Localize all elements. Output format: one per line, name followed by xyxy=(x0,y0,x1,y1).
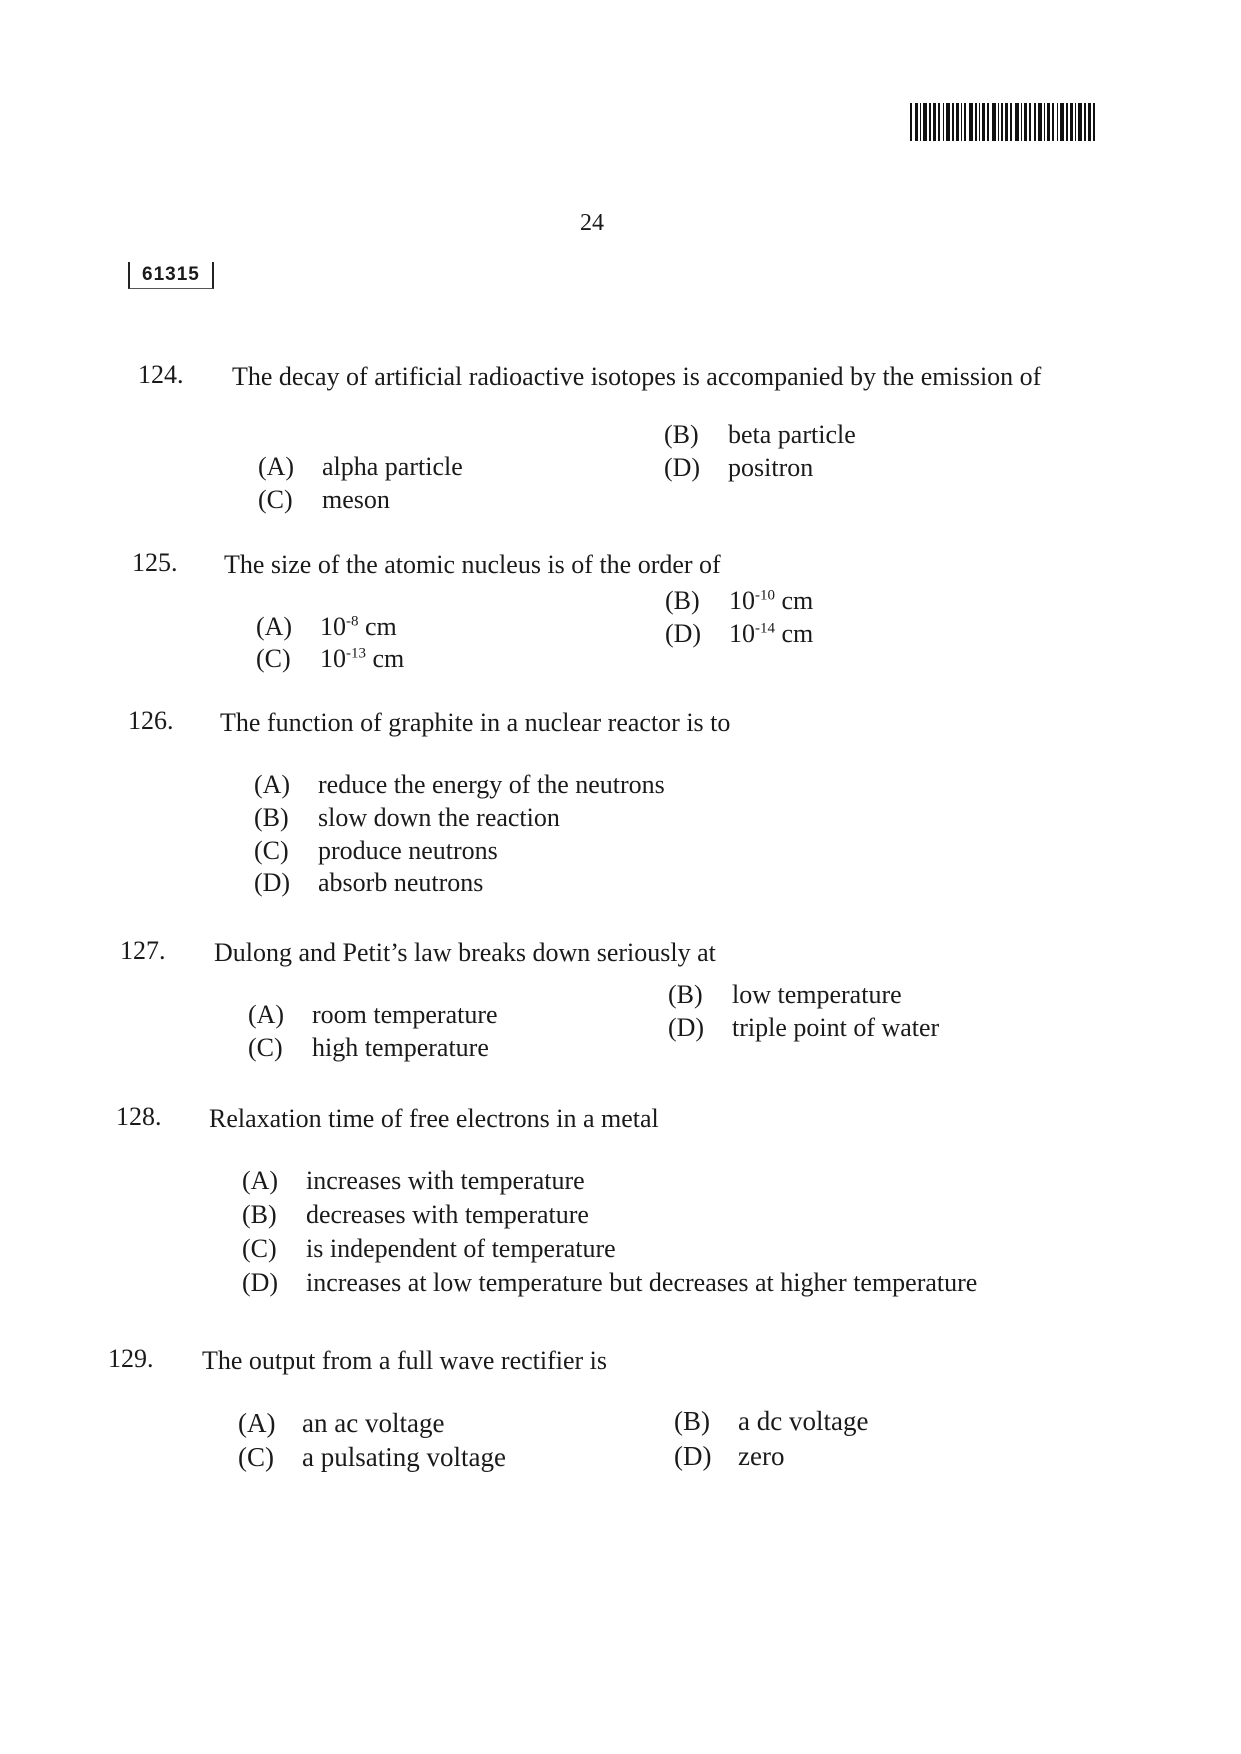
option-a: (A) alpha particle xyxy=(258,452,463,481)
question-number: 127. xyxy=(120,936,166,965)
question-text: The function of graphite in a nuclear reactor is to xyxy=(220,708,731,737)
question-number: 124. xyxy=(138,360,184,389)
option-b: (B) decreases with temperature xyxy=(242,1200,589,1229)
option-d: (D) absorb neutrons xyxy=(254,868,484,897)
question-text: The output from a full wave rectifier is xyxy=(202,1346,608,1375)
option-d: (D) increases at low temperature but decreases at higher temperature xyxy=(242,1268,978,1297)
option-d: (D) zero xyxy=(674,1441,785,1471)
option-a: (A) increases with temperature xyxy=(242,1166,585,1195)
question-text: Relaxation time of free electrons in a metal xyxy=(209,1104,659,1133)
question-number: 129. xyxy=(108,1344,154,1373)
option-b: (B) beta particle xyxy=(664,420,856,449)
option-d: (D) triple point of water xyxy=(668,1013,940,1042)
question-number: 126. xyxy=(128,706,174,735)
option-c: (C) $10^{-13}$ cm xyxy=(256,644,405,673)
option-c: (C) high temperature xyxy=(248,1033,489,1062)
barcode xyxy=(910,103,1096,141)
page-number: 24 xyxy=(580,210,604,236)
option-c: (C) meson xyxy=(258,485,390,514)
option-a: (A) $10^{-8}$ cm xyxy=(256,612,397,641)
question-number: 125. xyxy=(132,548,178,577)
question-text: The decay of artificial radioactive isotopes is accompanied by the emission of xyxy=(232,362,1042,391)
option-c: (C) is independent of temperature xyxy=(242,1234,616,1263)
option-d: (D) $10^{-14}$ cm xyxy=(665,619,814,648)
option-b: (B) low temperature xyxy=(668,980,902,1009)
question-text: Dulong and Petit’s law breaks down seriously at xyxy=(214,938,716,967)
option-a: (A) reduce the energy of the neutrons xyxy=(254,770,665,799)
paper-code: 61315 xyxy=(128,262,214,289)
option-a: (A) an ac voltage xyxy=(238,1408,445,1438)
option-d: (D) positron xyxy=(664,453,814,482)
option-c: (C) a pulsating voltage xyxy=(238,1442,506,1472)
question-number: 128. xyxy=(116,1102,162,1131)
option-a: (A) room temperature xyxy=(248,1000,498,1029)
option-b: (B) a dc voltage xyxy=(674,1406,869,1436)
option-b: (B) slow down the reaction xyxy=(254,803,560,832)
option-c: (C) produce neutrons xyxy=(254,836,498,865)
option-b: (B) $10^{-10}$ cm xyxy=(665,586,814,615)
question-text: The size of the atomic nucleus is of the order of xyxy=(224,550,721,579)
